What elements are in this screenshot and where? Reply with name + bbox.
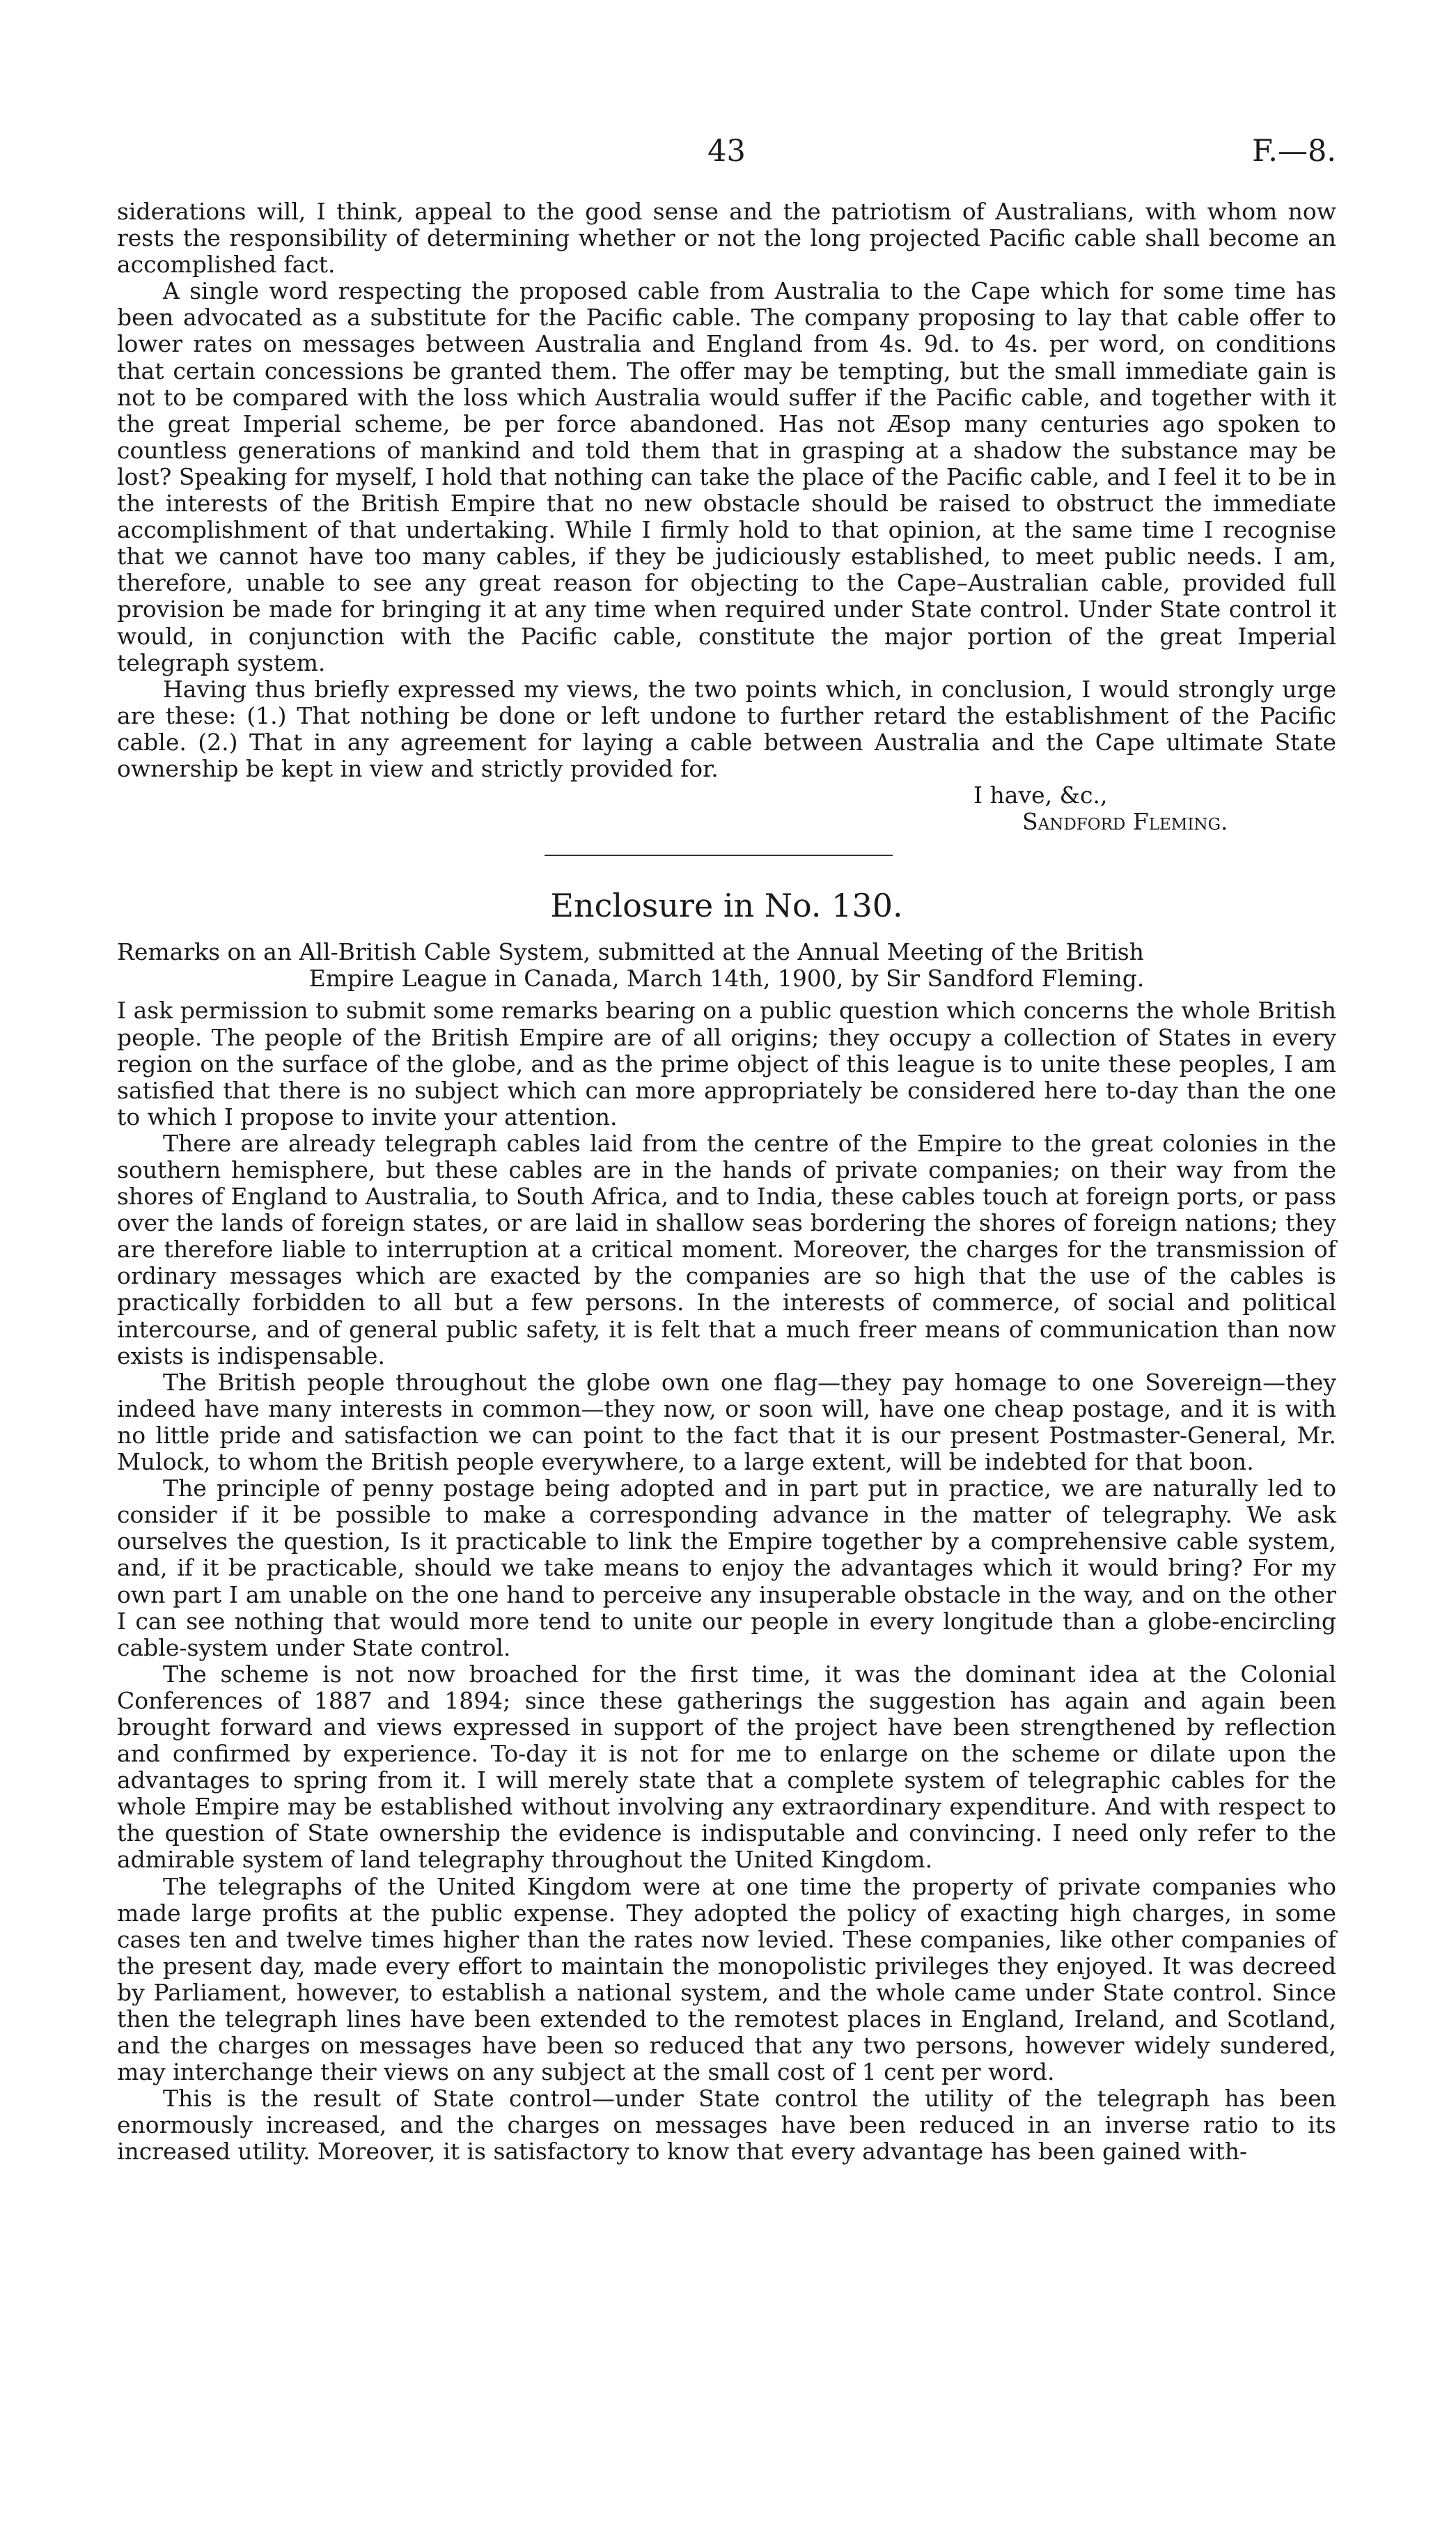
paragraph: The telegraphs of the United Kingdom were at one time the property of private companies who made large profits at the public expense. They adopted the policy of exacting high charges, in some cases ten and twelve times higher than the rates now levied. These companies, like other companies of the present day, made every effort to maintain the monopolistic privileges they enjoyed. It was decreed by Parliament, however, to establish a national system, and the whole came under State control. Since then the telegraph lines have been extended to the remotest places in England, Ireland, and Scotland, and the charges on messages have been so reduced that any two persons, however widely sundered, may interchange their views on any subject at the small cost of 1 cent per word. <box>117 1872 1336 2086</box>
document-reference: F.—8. <box>1252 134 1336 169</box>
paragraph: There are already telegraph cables laid from the centre of the Empire to the great colonies in the southern hemisphere, but these cables are in the hands of private companies; on their way from the shores of England to Australia, to South Africa, and to India, these cables touch at foreign ports, or pass over the lands of foreign states, or are laid in shallow seas bordering the shores of foreign nations; they are therefore liable to interruption at a critical moment. Moreover, the charges for the transmission of ordinary messages which are exacted by the companies are so high that the use of the cables is practically forbidden to all but a few persons. In the interests of commerce, of social and political intercourse, and of general public safety, it is felt that a much freer means of communication than now exists is indispensable. <box>117 1129 1336 1369</box>
paragraph: This is the result of State control—under State control the utility of the telegraph has been enormously increased, and the charges on messages have been reduced in an inverse ratio to its increased utility. Moreover, it is satisfactory to know that every advantage has been gained with- <box>117 2085 1336 2166</box>
document-body <box>117 199 1336 2166</box>
enclosure-title: Enclosure in No. 130. <box>550 887 903 925</box>
remarks-heading <box>117 939 1336 992</box>
page-number: 43 <box>707 134 746 169</box>
paragraph: The principle of penny postage being adopted and in part put in practice, we are naturally led to consider if it be possible to make a corresponding advance in the matter of telegraphy. We ask ourselves the question, Is it practicable to link the Empire together by a comprehensive cable system, and, if it be practicable, should we take means to enjoy the advantages which it would bring? For my own part I am unable on the one hand to perceive any insuperable obstacle in the way, and on the other I can see nothing that would more tend to unite our people in every longitude than a globe-encircling cable-system under State control. <box>117 1475 1336 1661</box>
paragraph: siderations will, I think, appeal to the good sense and the patriotism of Australians, with whom now rests the responsibility of determining whether or not the long projected Pacific cable shall become an accomplished fact. <box>117 198 1336 279</box>
paragraph: The scheme is not now broached for the first time, it was the dominant idea at the Colonial Conferences of 1887 and 1894; since these gatherings the suggestion has again and again been brought forward and views expressed in support of the project have been strengthened by reflection and confirmed by experience. To-day it is not for me to enlarge on the scheme or dilate upon the advantages to spring from it. I will merely state that a complete system of telegraphic cables for the whole Empire may be established without involving any extraordinary expenditure. And with respect to the question of State ownership the evidence is indisputable and convincing. I need only refer to the admirable system of land telegraphy throughout the United Kingdom. <box>117 1660 1336 1874</box>
section-divider <box>545 855 893 856</box>
paragraph: I ask permission to submit some remarks bearing on a public question which concerns the whole British people. The people of the British Empire are of all origins; they occupy a collection of States in every region on the surface of the globe, and as the prime object of this league is to unite these peoples, I am satisfied that there is no subject which can more appropriately be considered here to-day than the one to which I propose to invite your attention. <box>117 997 1336 1130</box>
paragraph: The British people throughout the globe own one flag—they pay homage to one Sovereign—they indeed have many interests in common—they now, or soon will, have one cheap postage, and it is with no little pride and satisfaction we can point to the fact that it is our present Postmaster-General, Mr. Mulock, to whom the British people everywhere, to a large extent, will be indebted for that boon. <box>117 1368 1336 1476</box>
sign-off: I have, &c., <box>973 782 1108 809</box>
remarks-line-1: Remarks on an All-British Cable System, submitted at the Annual Meeting of the British <box>117 938 1144 966</box>
paragraph: Having thus briefly expressed my views, the two points which, in conclusion, I would strongly urge are these: (1.) That nothing be done or left undone to further retard the establishment of the Pacific cable. (2.) That in any agreement for laying a cable between Australia and the Cape ultimate State ownership be kept in view and strictly provided for. <box>117 675 1336 782</box>
paragraph: A single word respecting the proposed cable from Australia to the Cape which for some time has been advocated as a substitute for the Pacific cable. The company proposing to lay that cable offer to lower rates on messages between Australia and England from 4s. 9d. to 4s. per word, on conditions that certain concessions be granted them. The offer may be tempting, but the small immediate gain is not to be compared with the loss which Australia would suffer if the Pacific cable, and together with it the great Imperial scheme, be per force abandoned. Has not Æsop many centuries ago spoken to countless generations of mankind and told them that in grasping at a shadow the substance may be lost? Speaking for myself, I hold that nothing can take the place of the Pacific cable, and I feel it to be in the interests of the British Empire that no new obstacle should be raised to obstruct the immediate accomplishment of that undertaking. While I firmly hold to that opinion, at the same time I recognise that we cannot have too many cables, if they be judiciously established, to meet public needs. I am, therefore, unable to see any great reason for objecting to the Cape–Australian cable, provided full provision be made for bringing it at any time when required under State control. Under State control it would, in conjunction with the Pacific cable, constitute the major portion of the great Imperial telegraph system. <box>117 277 1336 676</box>
signature: Sandford Fleming. <box>1022 808 1228 836</box>
remarks-line-2: Empire League in Canada, March 14th, 1900, by Sir Sandford Fleming. <box>308 965 1145 993</box>
page-header <box>117 134 1336 176</box>
